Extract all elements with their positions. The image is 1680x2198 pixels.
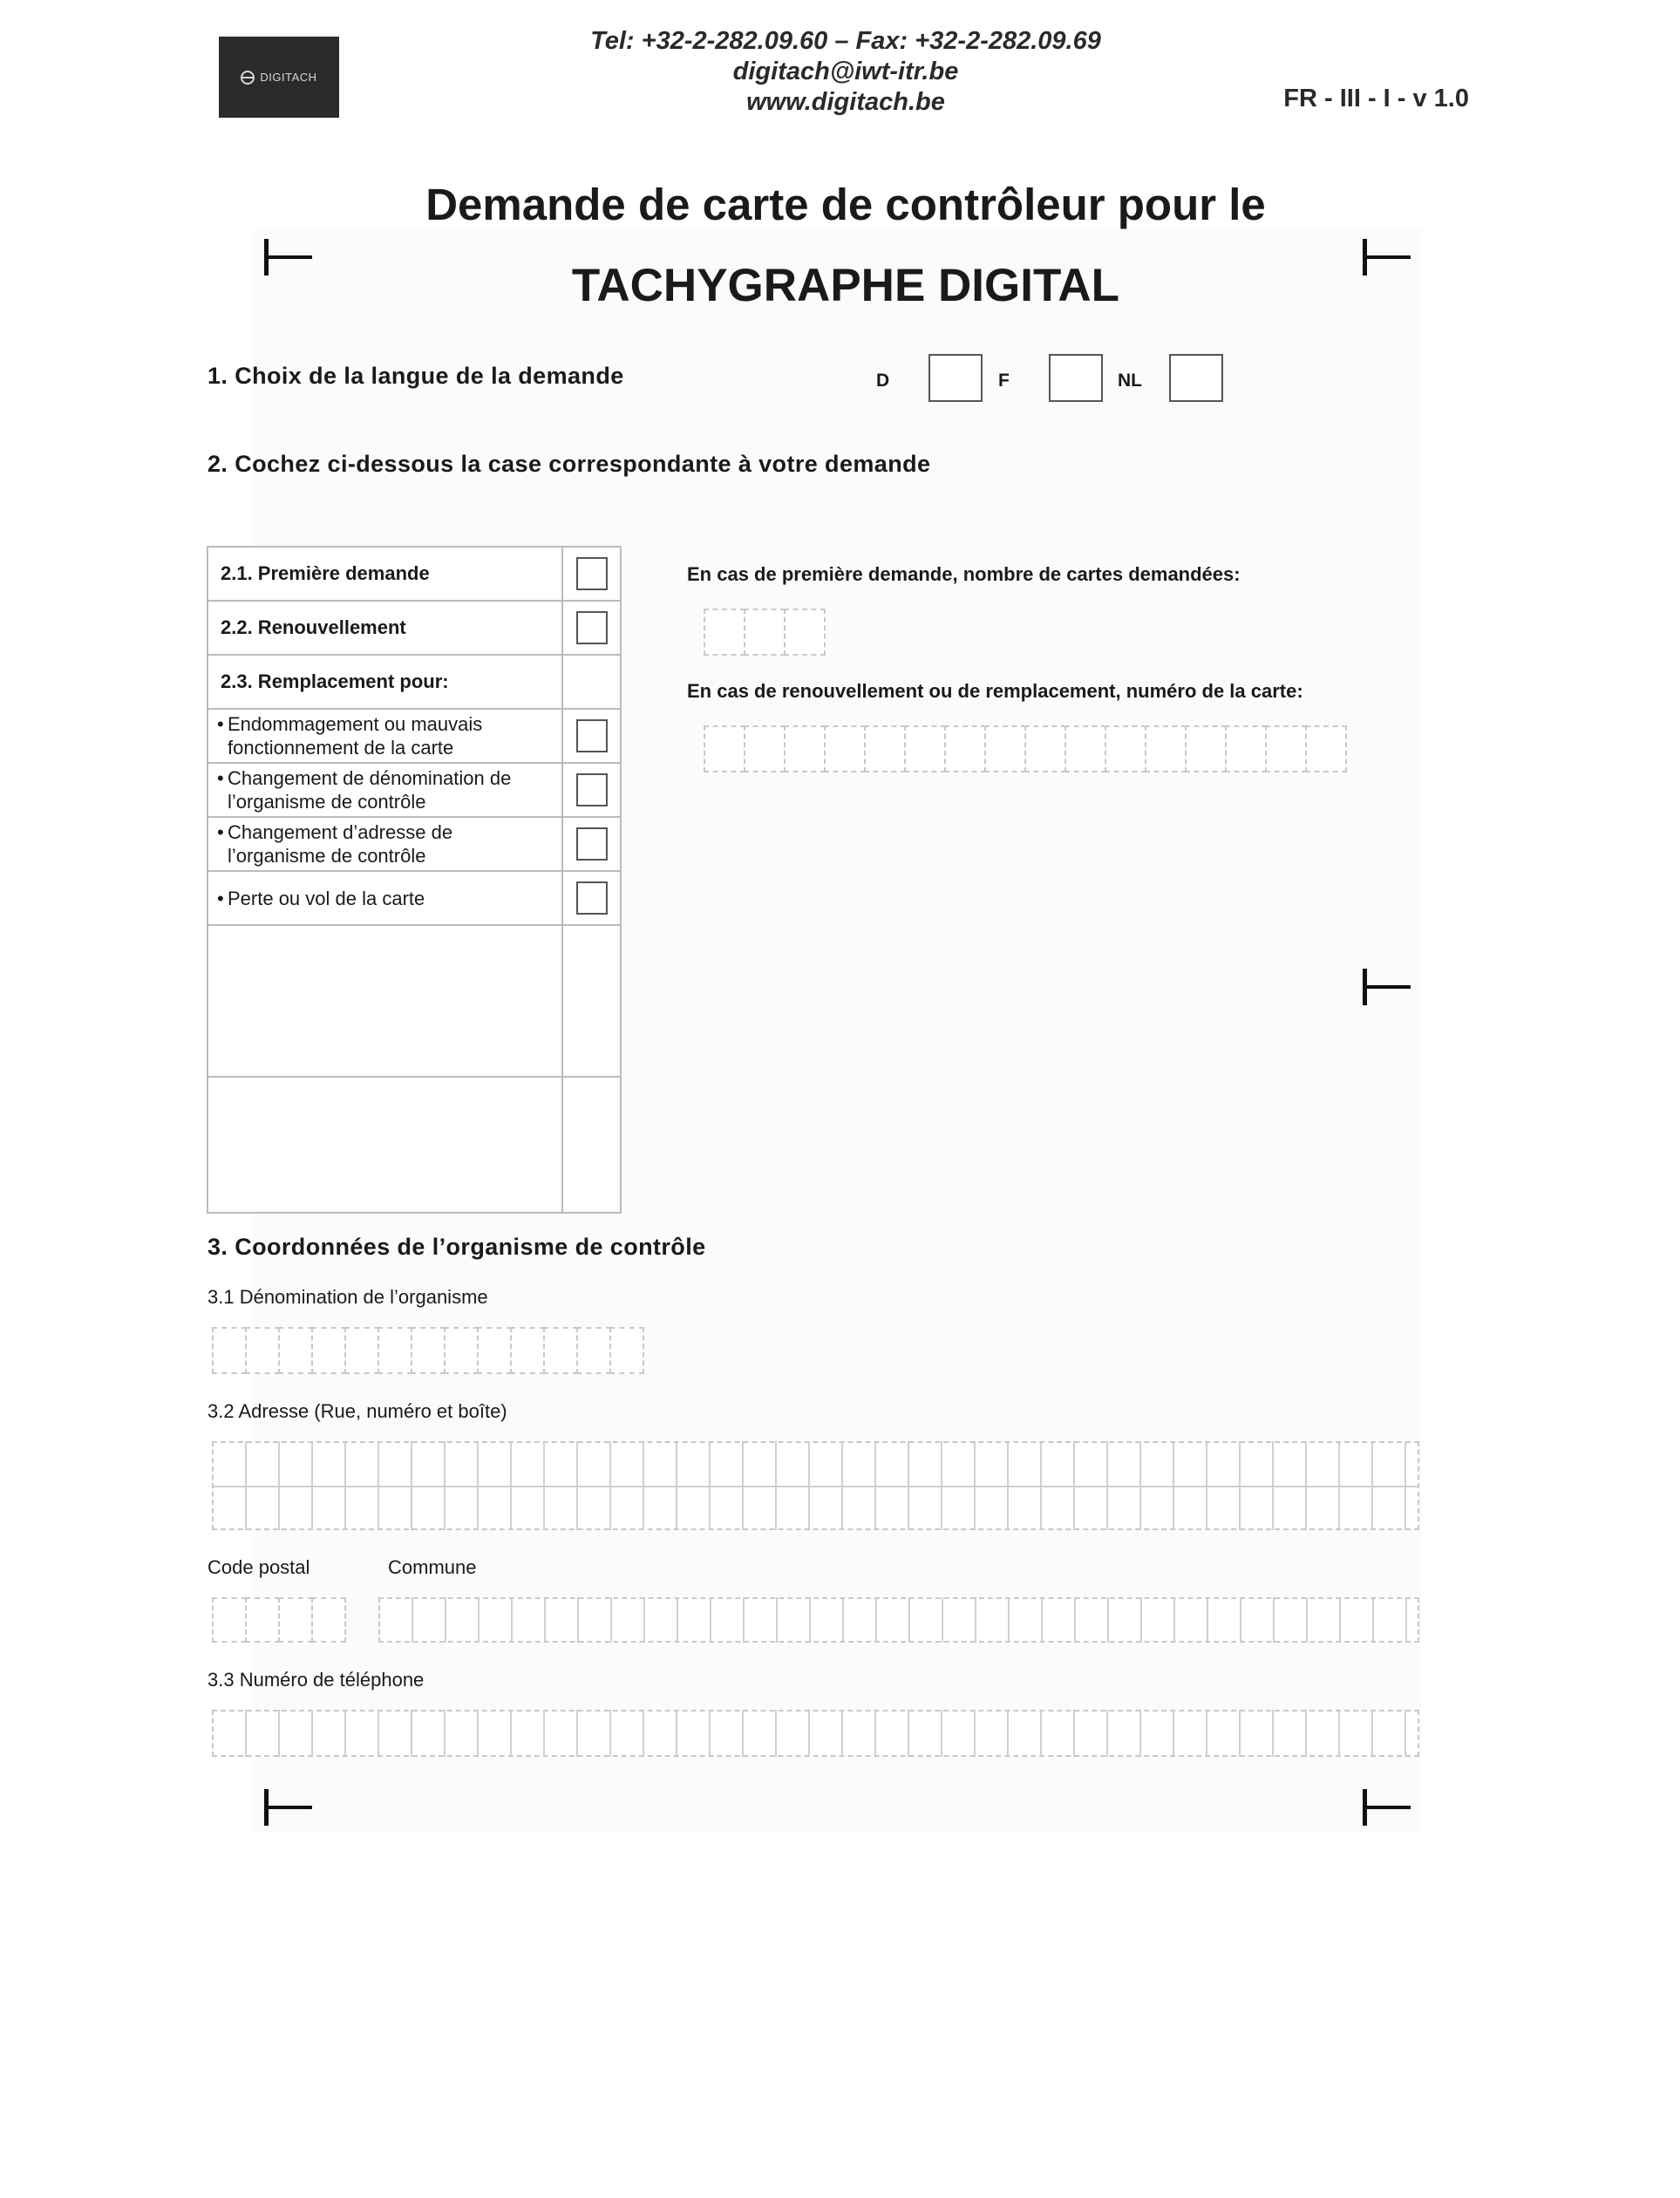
lang-checkbox-d[interactable] [928, 354, 983, 402]
lang-checkbox-f[interactable] [1049, 354, 1103, 402]
request-first-checkbox[interactable] [576, 557, 608, 590]
replacement-damage-label: • Endommagement ou mauvais fonctionnement de la carte [207, 709, 562, 763]
phone-field[interactable] [212, 1710, 1419, 1757]
first-request-note: En cas de première demande, nombre de cartes demandées: [687, 563, 1241, 585]
replacement-name-change-checkbox[interactable] [576, 773, 608, 806]
replacement-address-change-label: • Changement d’adresse de l’organisme de contrôle [207, 817, 562, 871]
city-label: Commune [388, 1556, 477, 1578]
section1-heading: 1. Choix de la langue de la demande [207, 363, 624, 389]
registration-mark [1363, 1789, 1411, 1826]
registration-mark [264, 239, 312, 276]
replacement-loss-checkbox[interactable] [576, 881, 608, 915]
section2-heading: 2. Cochez ci-dessous la case correspondante à votre demande [207, 451, 931, 477]
request-renewal-label: 2.2. Renouvellement [207, 601, 562, 655]
registration-mark [1363, 239, 1411, 276]
request-renewal-checkbox[interactable] [576, 611, 608, 644]
empty-row [207, 1077, 562, 1213]
digitach-logo [219, 37, 339, 118]
postal-code-field[interactable] [212, 1597, 344, 1643]
form-title-line1: Demande de carte de contrôleur pour le [425, 180, 1266, 229]
city-field[interactable] [378, 1597, 1419, 1643]
contact-website: www.digitach.be [746, 88, 945, 116]
organisation-name-field[interactable] [212, 1327, 643, 1374]
section3-heading: 3. Coordonnées de l’organisme de contrôle [207, 1234, 706, 1260]
lang-label-nl: NL [1118, 371, 1142, 391]
form-version: FR - III - I - v 1.0 [1283, 85, 1469, 112]
replacement-loss-label: • Perte ou vol de la carte [207, 871, 562, 925]
empty-row [207, 925, 562, 1077]
request-type-table [207, 546, 622, 1214]
lang-checkbox-nl[interactable] [1169, 354, 1223, 402]
renewal-note: En cas de renouvellement ou de remplacement, numéro de la carte: [687, 680, 1303, 702]
logo-text: DIGITACH [260, 71, 317, 84]
form-title-line2: TACHYGRAPHE DIGITAL [571, 260, 1120, 311]
address-label: 3.2 Adresse (Rue, numéro et boîte) [207, 1400, 507, 1422]
card-number-field[interactable] [704, 725, 1345, 772]
replacement-address-change-checkbox[interactable] [576, 827, 608, 861]
request-first-label: 2.1. Première demande [207, 547, 562, 601]
replacement-damage-checkbox[interactable] [576, 719, 608, 752]
registration-mark [264, 1789, 312, 1826]
contact-email: digitach@iwt-itr.be [732, 58, 959, 85]
replacement-name-change-label: • Changement de dénomination de l’organisme de contrôle [207, 763, 562, 817]
phone-label: 3.3 Numéro de téléphone [207, 1669, 425, 1691]
lang-label-f: F [998, 371, 1010, 391]
registration-mark [1363, 969, 1411, 1005]
address-field[interactable] [212, 1441, 1419, 1530]
globe-icon [241, 71, 255, 85]
contact-block [523, 26, 1168, 118]
card-count-field[interactable] [704, 609, 824, 656]
lang-label-d: D [876, 371, 890, 391]
organisation-name-label: 3.1 Dénomination de l’organisme [207, 1286, 488, 1308]
postal-code-label: Code postal [207, 1556, 310, 1578]
request-replacement-label: 2.3. Remplacement pour: [207, 655, 562, 709]
contact-phone-fax: Tel: +32-2-282.09.60 – Fax: +32-2-282.09.69 [590, 27, 1101, 55]
